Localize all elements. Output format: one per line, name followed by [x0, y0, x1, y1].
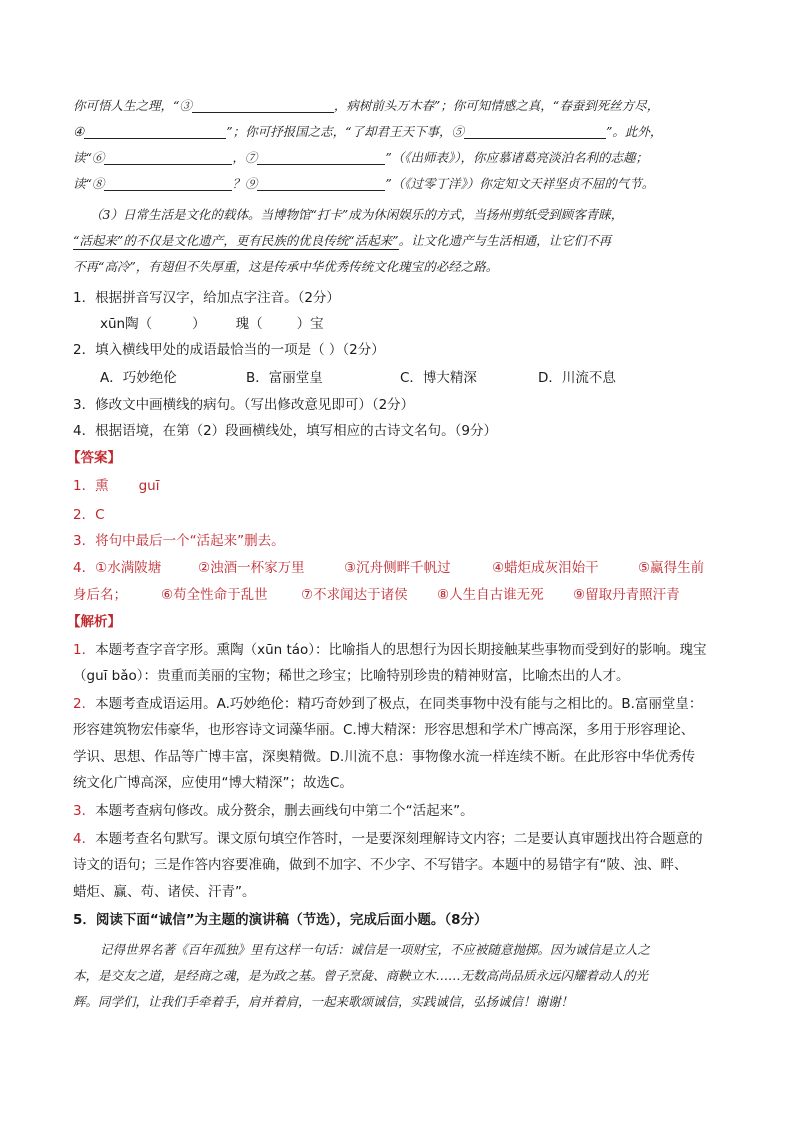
text: ⑧人生自古谁无死 [437, 587, 544, 603]
text: ④蜡炬成灰泪始干 [492, 560, 599, 576]
answer-4-line-1 [73, 559, 704, 577]
option-b[interactable]: B．富丽堂皇 [246, 370, 323, 386]
passage-line-3 [73, 149, 648, 167]
text: 1．熏 [73, 478, 109, 494]
text: ”（《出师表》），你应慕诸葛亮淡泊名利的志趣； [385, 150, 649, 165]
text: ”；你可抒报国之志，“了却君王天下事，⑤ [226, 124, 465, 139]
text: 本题考查成语运用。A.巧妙绝伦：精巧奇妙到了极点，在同类事物中没有能与之相比的。B.富丽堂皇： [95, 696, 703, 712]
answer-header: 【答案】 [67, 450, 121, 466]
answer-4-line-2 [73, 586, 680, 604]
analysis-4-line-1 [73, 830, 703, 848]
analysis-4-line-3: 蜡炬、赢、苟、诸侯、汗青”。 [73, 884, 256, 900]
text: ⑥苟全性命于乱世 [161, 587, 268, 603]
question-3: 3．修改文中画横线的病句。（写出修改意见即可）（2分） [73, 397, 415, 413]
text: ，病树前头万木春”；你可知情感之真，“春蚕到死丝方尽， [333, 98, 660, 113]
text: guī [138, 478, 160, 494]
fill-blank-6[interactable] [104, 150, 232, 165]
analysis-2-line-3: 学识、思想、作品等广博丰富，深奥精微。D.川流不息：事物像水流一样连续不断。在此形容中华优秀传 [73, 749, 696, 765]
passage-line-1 [73, 97, 659, 115]
text: ”（《过零丁洋》）你定知文天祥坚贞不屈的气节。 [385, 176, 655, 191]
text: ”。此外， [606, 124, 663, 139]
fill-blank-3[interactable] [192, 98, 334, 113]
text: 身后名； [73, 587, 127, 603]
text: 。让文化遗产与生活相通，让它们不再 [398, 233, 612, 248]
fill-blank-5[interactable] [464, 124, 606, 139]
text: 读“⑧ [73, 176, 105, 191]
option-a[interactable]: A．巧妙绝伦 [100, 370, 177, 386]
question-5-passage-line-3: 辉。同学们，让我们手牵着手，肩并着肩，一起来歌颂诚信，实践诚信，弘扬诚信！谢谢！ [73, 994, 574, 1009]
text: 本题考查病句修改。成分赘余，删去画线句中第二个“活起来”。 [95, 803, 474, 819]
option-d[interactable]: D．川流不息 [538, 370, 616, 386]
text: 4． [73, 831, 96, 847]
analysis-3 [73, 802, 474, 820]
analysis-1-line-2: （guī bǎo）：贵重而美丽的宝物；稀世之珍宝；比喻特别珍贵的精神财富，比喻杰出的人才。 [73, 668, 630, 684]
fill-blank-9[interactable] [257, 176, 385, 191]
text: 本题考查名句默写。课文原句填空作答时，一是要深刻理解诗文内容；二是要认真审题找出符合题意的 [95, 831, 703, 847]
passage-p3-line-3: 不再“高冷”，有翅但不失厚重，这是传承中华优秀传统文化瑰宝的必经之路。 [73, 259, 499, 274]
text: ）宝 [296, 316, 324, 332]
fill-blank-7[interactable] [257, 150, 385, 165]
text: ，⑦ [232, 150, 258, 165]
passage-p3-line-2 [73, 232, 611, 250]
question-2: 2．填入横线甲处的成语最恰当的一项是（ ）（2分） [73, 342, 385, 358]
question-5-passage-line-2: 本，是交友之道，是经商之魂，是为政之基。曾子烹彘、商鞅立木……无数高尚品质永远闪耀着动人的光 [73, 968, 649, 983]
text: ④ [73, 124, 85, 139]
text: 本题考查字音字形。熏陶（xūn táo）：比喻指人的思想行为因长期接触某些事物而受到好的影响。瑰宝 [95, 642, 707, 658]
text: ⑨留取丹青照汗青 [573, 587, 680, 603]
text: ⑦不求闻达于诸侯 [301, 587, 408, 603]
analysis-2-line-1 [73, 695, 702, 713]
fill-blank-8[interactable] [104, 176, 232, 191]
analysis-2-line-2: 形容建筑物宏伟豪华，也形容诗文词藻华丽。C.博大精深：形容思想和学术广博高深，多用于形容理论、 [73, 722, 695, 738]
question-1-line [100, 315, 324, 333]
text: 3． [73, 803, 96, 819]
text: 瑰（ [235, 316, 263, 332]
fill-blank-4[interactable] [84, 124, 226, 139]
text: ⑤赢得生前 [638, 560, 705, 576]
analysis-1-line-1 [73, 641, 707, 659]
analysis-header: 【解析】 [67, 614, 121, 630]
passage-p3-line-1: （3）日常生活是文化的载体。当博物馆“打卡”成为休闲娱乐的方式，当扬州剪纸受到顾客青睐， [90, 207, 624, 222]
text: 读“⑥ [73, 150, 105, 165]
underlined-sentence: “活起来”的不仅是文化遗产，更有民族的优良传统“活起来” [73, 233, 399, 248]
text: ②浊酒一杯家万里 [198, 560, 305, 576]
question-5-passage-line-1: 记得世界名著《百年孤独》里有这样一句话：诚信是一项财宝，不应被随意抛掷。因为诚信是立人之 [100, 942, 651, 957]
text: 4．①水满陂塘 [73, 560, 162, 576]
text: ？⑨ [232, 176, 258, 191]
answer-2: 2．C [73, 507, 105, 523]
passage-line-2 [73, 123, 662, 141]
text: ） [192, 316, 206, 332]
question-5-title: 5．阅读下面“诚信”为主题的演讲稿（节选），完成后面小题。（8分） [73, 912, 488, 928]
question-2-options [100, 369, 616, 387]
passage-line-4 [73, 175, 654, 193]
analysis-4-line-2: 诗文的语句；三是作答内容要准确，做到不加字、不少字、不写错字。本题中的易错字有“陂、浊、畔、 [73, 857, 688, 873]
question-4: 4．根据语境，在第（2）段画横线处，填写相应的古诗文名句。（9分） [73, 423, 498, 439]
text: xūn陶（ [100, 316, 153, 332]
answer-1 [73, 477, 159, 495]
question-1: 1．根据拼音写汉字，给加点字注音。（2分） [73, 290, 340, 306]
analysis-2-line-4: 统文化广博高深，应使用“博大精深”；故选C。 [73, 775, 353, 791]
option-c[interactable]: C．博大精深 [400, 370, 477, 386]
text: ③沉舟侧畔千帆过 [344, 560, 451, 576]
text: 2． [73, 696, 96, 712]
answer-3: 3．将句中最后一个“活起来”删去。 [73, 533, 285, 549]
text: 1． [73, 642, 96, 658]
text: 你可悟人生之理，“③ [73, 98, 192, 113]
